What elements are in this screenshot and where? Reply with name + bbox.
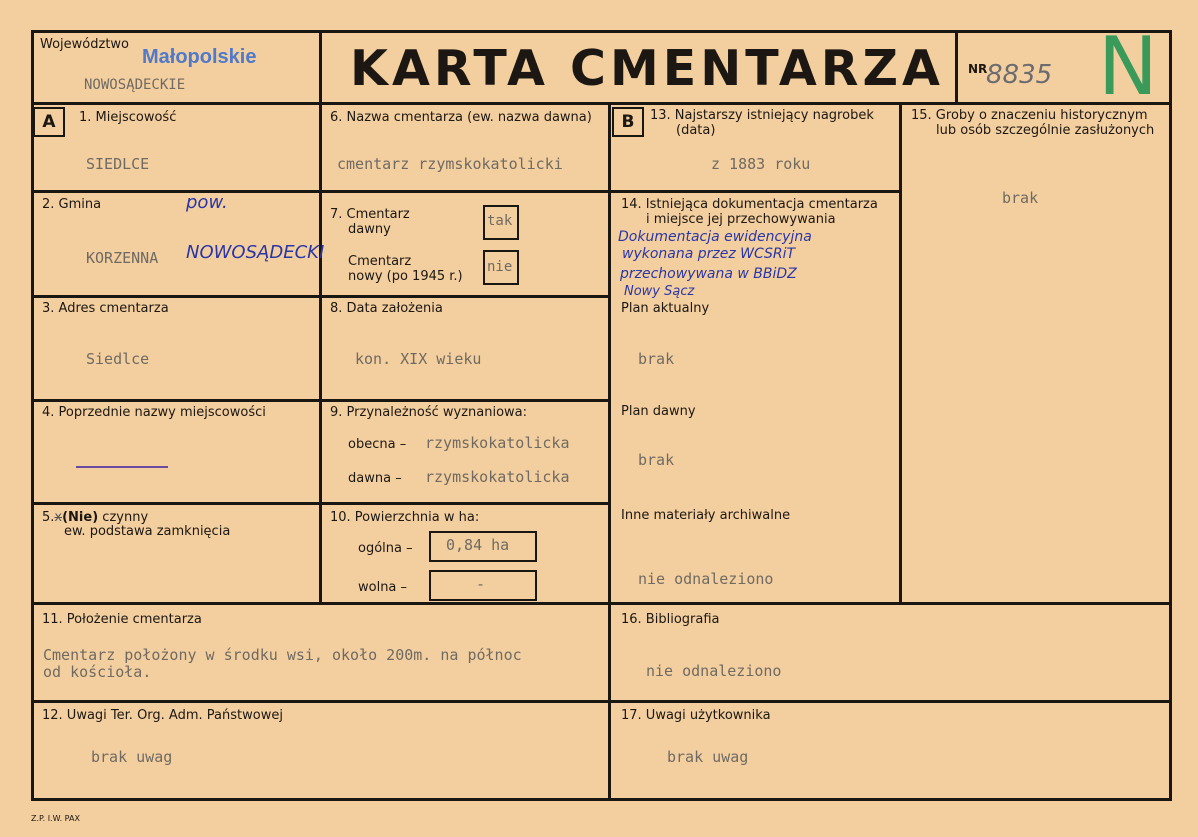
nr-label: NR — [968, 62, 988, 76]
field-5-struck: x — [54, 510, 63, 525]
field-5-nie: (Nie) — [62, 510, 99, 525]
field-17-value: brak uwag — [667, 748, 749, 766]
plan-aktualny-label: Plan aktualny — [621, 301, 710, 316]
field-7-box-dawny-value: tak — [487, 213, 513, 229]
field-17-label: 17. Uwagi użytkownika — [621, 708, 771, 723]
field-13-label-2: (data) — [676, 123, 716, 138]
field-2-label: 2. Gmina — [42, 197, 102, 212]
field-6-value: cmentarz rzymskokatolicki — [337, 155, 563, 173]
field-5-prefix: 5. — [42, 510, 55, 525]
page-title: KARTA CMENTARZA — [350, 40, 944, 97]
field-10-label: 10. Powierzchnia w ha: — [330, 510, 480, 525]
plan-dawny-label: Plan dawny — [621, 404, 696, 419]
field-9-obecna-value: rzymskokatolicka — [425, 434, 570, 452]
field-12-value: brak uwag — [91, 748, 173, 766]
field-13-value: z 1883 roku — [711, 155, 811, 173]
field-7-label-1b: dawny — [348, 222, 391, 237]
field-15-label-2: lub osób szczególnie zasłużonych — [936, 123, 1155, 138]
field-8-value: kon. XIX wieku — [355, 350, 482, 368]
field-9-dawna-label: dawna – — [348, 471, 402, 486]
field-10-wolna-label: wolna – — [358, 580, 408, 595]
field-9-dawna-value: rzymskokatolicka — [425, 468, 570, 486]
wojewodztwo-label: Województwo — [40, 37, 130, 52]
field-2-value: KORZENNA — [86, 249, 159, 267]
field-6-label: 6. Nazwa cmentarza (ew. nazwa dawna) — [330, 110, 592, 125]
field-14-label-2: i miejsce jej przechowywania — [646, 212, 836, 227]
field-16-value: nie odnaleziono — [646, 662, 782, 680]
field-14-hand-1: Dokumentacja ewidencyjna — [618, 229, 812, 245]
field-7-label-1a: 7. Cmentarz — [330, 207, 410, 222]
field-5-label — [42, 510, 148, 525]
field-3-label: 3. Adres cmentarza — [42, 301, 169, 316]
field-2-hand-pow: pow. — [186, 192, 228, 213]
plan-aktualny-value: brak — [638, 350, 675, 368]
plan-dawny-value: brak — [638, 451, 675, 469]
field-12-label: 12. Uwagi Ter. Org. Adm. Państwowej — [42, 708, 283, 723]
field-10-ogolna-label: ogólna – — [358, 541, 413, 556]
inne-materialy-label: Inne materiały archiwalne — [621, 508, 791, 523]
field-16-label: 16. Bibliografia — [621, 612, 720, 627]
wojewodztwo-stamp: Małopolskie — [142, 46, 257, 68]
wojewodztwo-typed: NOWOSĄDECKIE — [84, 77, 186, 93]
field-10-ogolna-value: 0,84 ha — [446, 536, 510, 554]
field-8-label: 8. Data założenia — [330, 301, 443, 316]
field-14-hand-2: wykonana przez WCSRiT — [622, 246, 796, 262]
field-14-hand-4: Nowy Sącz — [624, 284, 695, 299]
inne-materialy-value: nie odnaleziono — [638, 570, 774, 588]
field-9-label: 9. Przynależność wyznaniowa: — [330, 405, 528, 420]
field-11-value-line1: Cmentarz położony w środku wsi, około 200m. na północ — [43, 646, 522, 664]
field-1-value: SIEDLCE — [86, 155, 150, 173]
field-5-rest: czynny — [102, 510, 149, 525]
field-5-label-line2: ew. podstawa zamknięcia — [64, 524, 231, 539]
field-13-label-1: 13. Najstarszy istniejący nagrobek — [650, 108, 874, 123]
section-a-label: A — [33, 107, 65, 137]
nr-value: 8835 — [986, 60, 1053, 90]
field-3-value: Siedlce — [86, 350, 150, 368]
field-15-value: brak — [1002, 189, 1039, 207]
field-7-label-2a: Cmentarz — [348, 254, 412, 269]
field-1-label: 1. Miejscowość — [79, 110, 177, 125]
field-7-label-2b: nowy (po 1945 r.) — [348, 269, 463, 284]
field-14-hand-3: przechowywana w BBiDZ — [620, 266, 797, 282]
field-14-label-1: 14. Istniejąca dokumentacja cmentarza — [621, 197, 878, 212]
field-15-label-1: 15. Groby o znaczeniu historycznym — [911, 108, 1148, 123]
field-9-obecna-label: obecna – — [348, 437, 407, 452]
field-11-label: 11. Położenie cmentarza — [42, 612, 202, 627]
field-4-label: 4. Poprzednie nazwy miejscowości — [42, 405, 266, 420]
field-11-value-line2: od kościoła. — [43, 663, 152, 681]
section-b-label: B — [612, 107, 644, 137]
field-10-wolna-value: - — [476, 575, 486, 593]
printer-imprint: Z.P. I.W. PAX — [31, 814, 80, 823]
field-2-hand-powiat: NOWOSĄDECKI — [186, 242, 325, 263]
letter-mark: N — [1098, 20, 1158, 113]
field-7-box-nowy-value: nie — [487, 259, 513, 275]
field-4-blank-line — [76, 466, 168, 468]
